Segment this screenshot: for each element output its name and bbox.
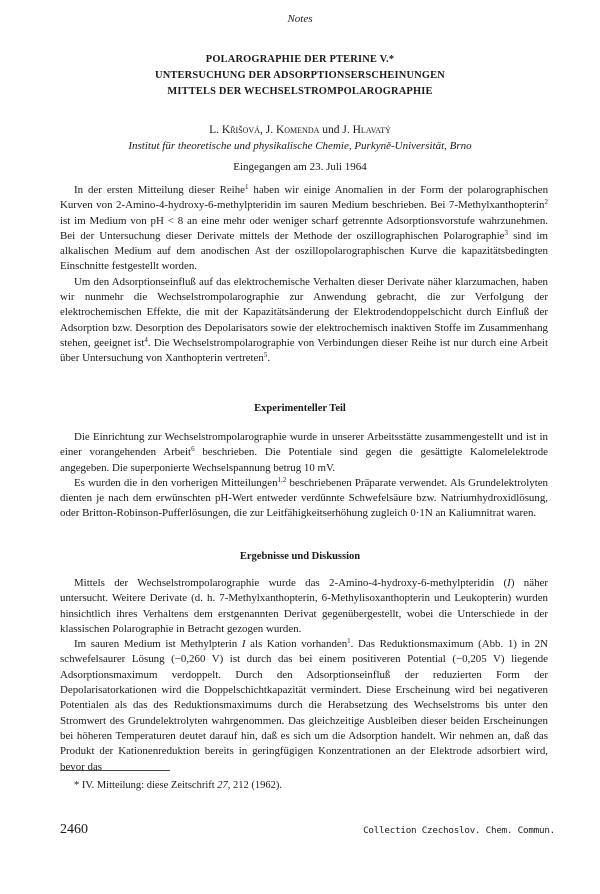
article-title xyxy=(40,52,560,100)
section-heading-experimental: Experimenteller Teil xyxy=(254,403,346,414)
footnote-rule xyxy=(60,770,170,771)
title-line-2: UNTERSUCHUNG DER ADSORPTIONSERSCHEINUNGEN xyxy=(155,70,445,81)
reference-mark: 5 xyxy=(263,351,268,360)
paragraph-2: Um den Adsorptionseinfluß auf das elektrochemische Verhalten dieser Derivate näher klarzumachen, haben wir nunmehr die Wechselstrompolarographie zur Anwendung gebracht, die zur Verfolgung der elektrochemischen Effekte, die mit der Kapazitätsänderung der Elektrodendoppelschicht durch Einfluß der Adsorption bzw. Desorption des Depolarisators sowie der elektrochemisch inaktiven Stoffe im Zusammenhang stehen, geeignet ist$^4$. Die Wechselstrompolarographie von Verbindungen dieser Reihe ist nur durch eine Arbeit über Untersuchung von Xanthopterin vertreten$^5$. xyxy=(60,275,548,365)
reference-mark: 4 xyxy=(144,335,148,344)
author-1-name: Křišová xyxy=(221,124,260,136)
reference-mark: 2 xyxy=(544,198,548,207)
paragraph-1: In der ersten Mitteilung dieser Reihe$^1$ haben wir einige Anomalien in der Form der polarographischen Kurven von 2-Amino-4-hydroxy-6-methylpteridin im sauren Medium beschrieben. Bei 7-Methylxanthopterin$^2$ ist im Medium von pH < 8 an eine mehr oder weniger scharf getrennte Adsorptionsvorstufe wahrzunehmen. Bei der Untersuchung dieser Derivate mittels der Methode der oszillographischen Polarographie$^3$ sind im alkalischen Medium auf dem anodischen Ast der oszillopolarographischen Kurve die kapazitätsbedingten Einschnitte festgestellt worden. xyxy=(60,183,549,273)
running-head: Notes xyxy=(287,13,313,25)
reference-mark: 3 xyxy=(504,228,508,237)
received-date: Eingegangen am 23. Juli 1964 xyxy=(233,161,367,173)
results-section xyxy=(60,576,548,775)
page-number: 2460 xyxy=(60,822,88,837)
section-heading-results: Ergebnisse und Diskussion xyxy=(239,551,361,562)
reference-mark: 6 xyxy=(191,445,195,454)
paragraph-6: Im sauren Medium ist Methylpterin I als Kation vorhanden$^1$. Das Reduktionsmaximum (Abb. 1) in 2N schwefelsaurer Lösung (−0,260 V) ist durch das bei einem positiveren Potential (−0,205 V) liegende Adsorptionsmaximum verdoppelt. Durch den Adsorptionseinfluß der reduzierten Form der Depolarisatorkationen wird die Doppelschichtkapazität vermindert. Diese Erscheinung wird bei negativeren Potentialen als das des Reduktionsmaximums durch die Herabsetzung des Wechselstroms bis unter den Stromwert des Grundelektrolyten wahrgenommen. Das gleichzeitige Ausbleiben dieser beiden Erscheinungen bei höheren Temperaturen deutet darauf hin, daß es sich um die Adsorption handelt. Wir nehmen an, daß das Produkt der Kationenreduktion bereits in geringfügigen Konzentrationen an der Elektrode adsorbiert wird, bevor das xyxy=(60,637,548,773)
introduction xyxy=(60,183,548,367)
experimental-section xyxy=(60,430,548,522)
reference-mark: 1 xyxy=(347,637,351,646)
compound-label: I xyxy=(507,577,511,589)
compound-label: I xyxy=(241,638,246,651)
institute: Institut für theoretische und physikalische Chemie, Purkyně-Universität, Brno xyxy=(128,140,472,152)
footnote-volume: 27 xyxy=(217,780,228,791)
paragraph-5: Mittels der Wechselstrompolarographie wurde das 2-Amino-4-hydroxy-6-methylpteridin (I) näher untersucht. Weitere Derivate (d. h. 7-Methylxanthopterin, 6-Methylisoxanthopterin und Leukopterin) wurden hinsichtlich ihres Verhaltens dem erstgenannten Derivat gegenübergestellt, wobei die Unterschiede in der klassischen Polarographie in Betracht gezogen wurden. xyxy=(60,577,548,635)
author-1-initial: L. xyxy=(209,124,222,136)
reference-mark: 1,2 xyxy=(277,475,287,484)
reference-mark: 1 xyxy=(244,183,249,191)
title-line-3: MITTELS DER WECHSELSTROMPOLAROGRAPHIE xyxy=(167,86,433,97)
author-3-name: Hlavatý xyxy=(352,124,391,136)
paragraph-3: Die Einrichtung zur Wechselstrompolarographie wurde in unserer Arbeitsstätte zusammengestellt und ist in einer vorangehenden Arbeit$^6$ beschrieben. Die Potentiale sind gegen die gesättigte Kalomelelektrode angegeben. Die superponierte Wechselspannung betrug 10 mV. xyxy=(60,431,548,474)
footnote: * IV. Mitteilung: diese Zeitschrift 27, 212 (1962). xyxy=(74,780,283,791)
title-line-1: POLAROGRAPHIE DER PTERINE V.* xyxy=(205,54,395,65)
authors xyxy=(0,124,600,136)
author-2-name: Komenda xyxy=(275,124,320,136)
author-separator-2: und J. xyxy=(319,124,353,136)
paragraph-4: Es wurden die in den vorherigen Mitteilungen$^{1,2}$ beschriebenen Präparate verwendet. Als Grundelektrolyten dienten je nach dem erwünschten pH-Wert entweder verdünnte Schwefelsäure bzw. Natriumhydroxidlösung, oder Britton-Robinson-Pufferlösungen, die zur Leitfähigkeitserhöhung zugleich 0·1N an Kaliumnitrat waren. xyxy=(60,475,548,520)
journal-name: Collection Czechoslov. Chem. Commun. xyxy=(363,825,555,836)
author-separator-1: , J. xyxy=(259,124,276,136)
